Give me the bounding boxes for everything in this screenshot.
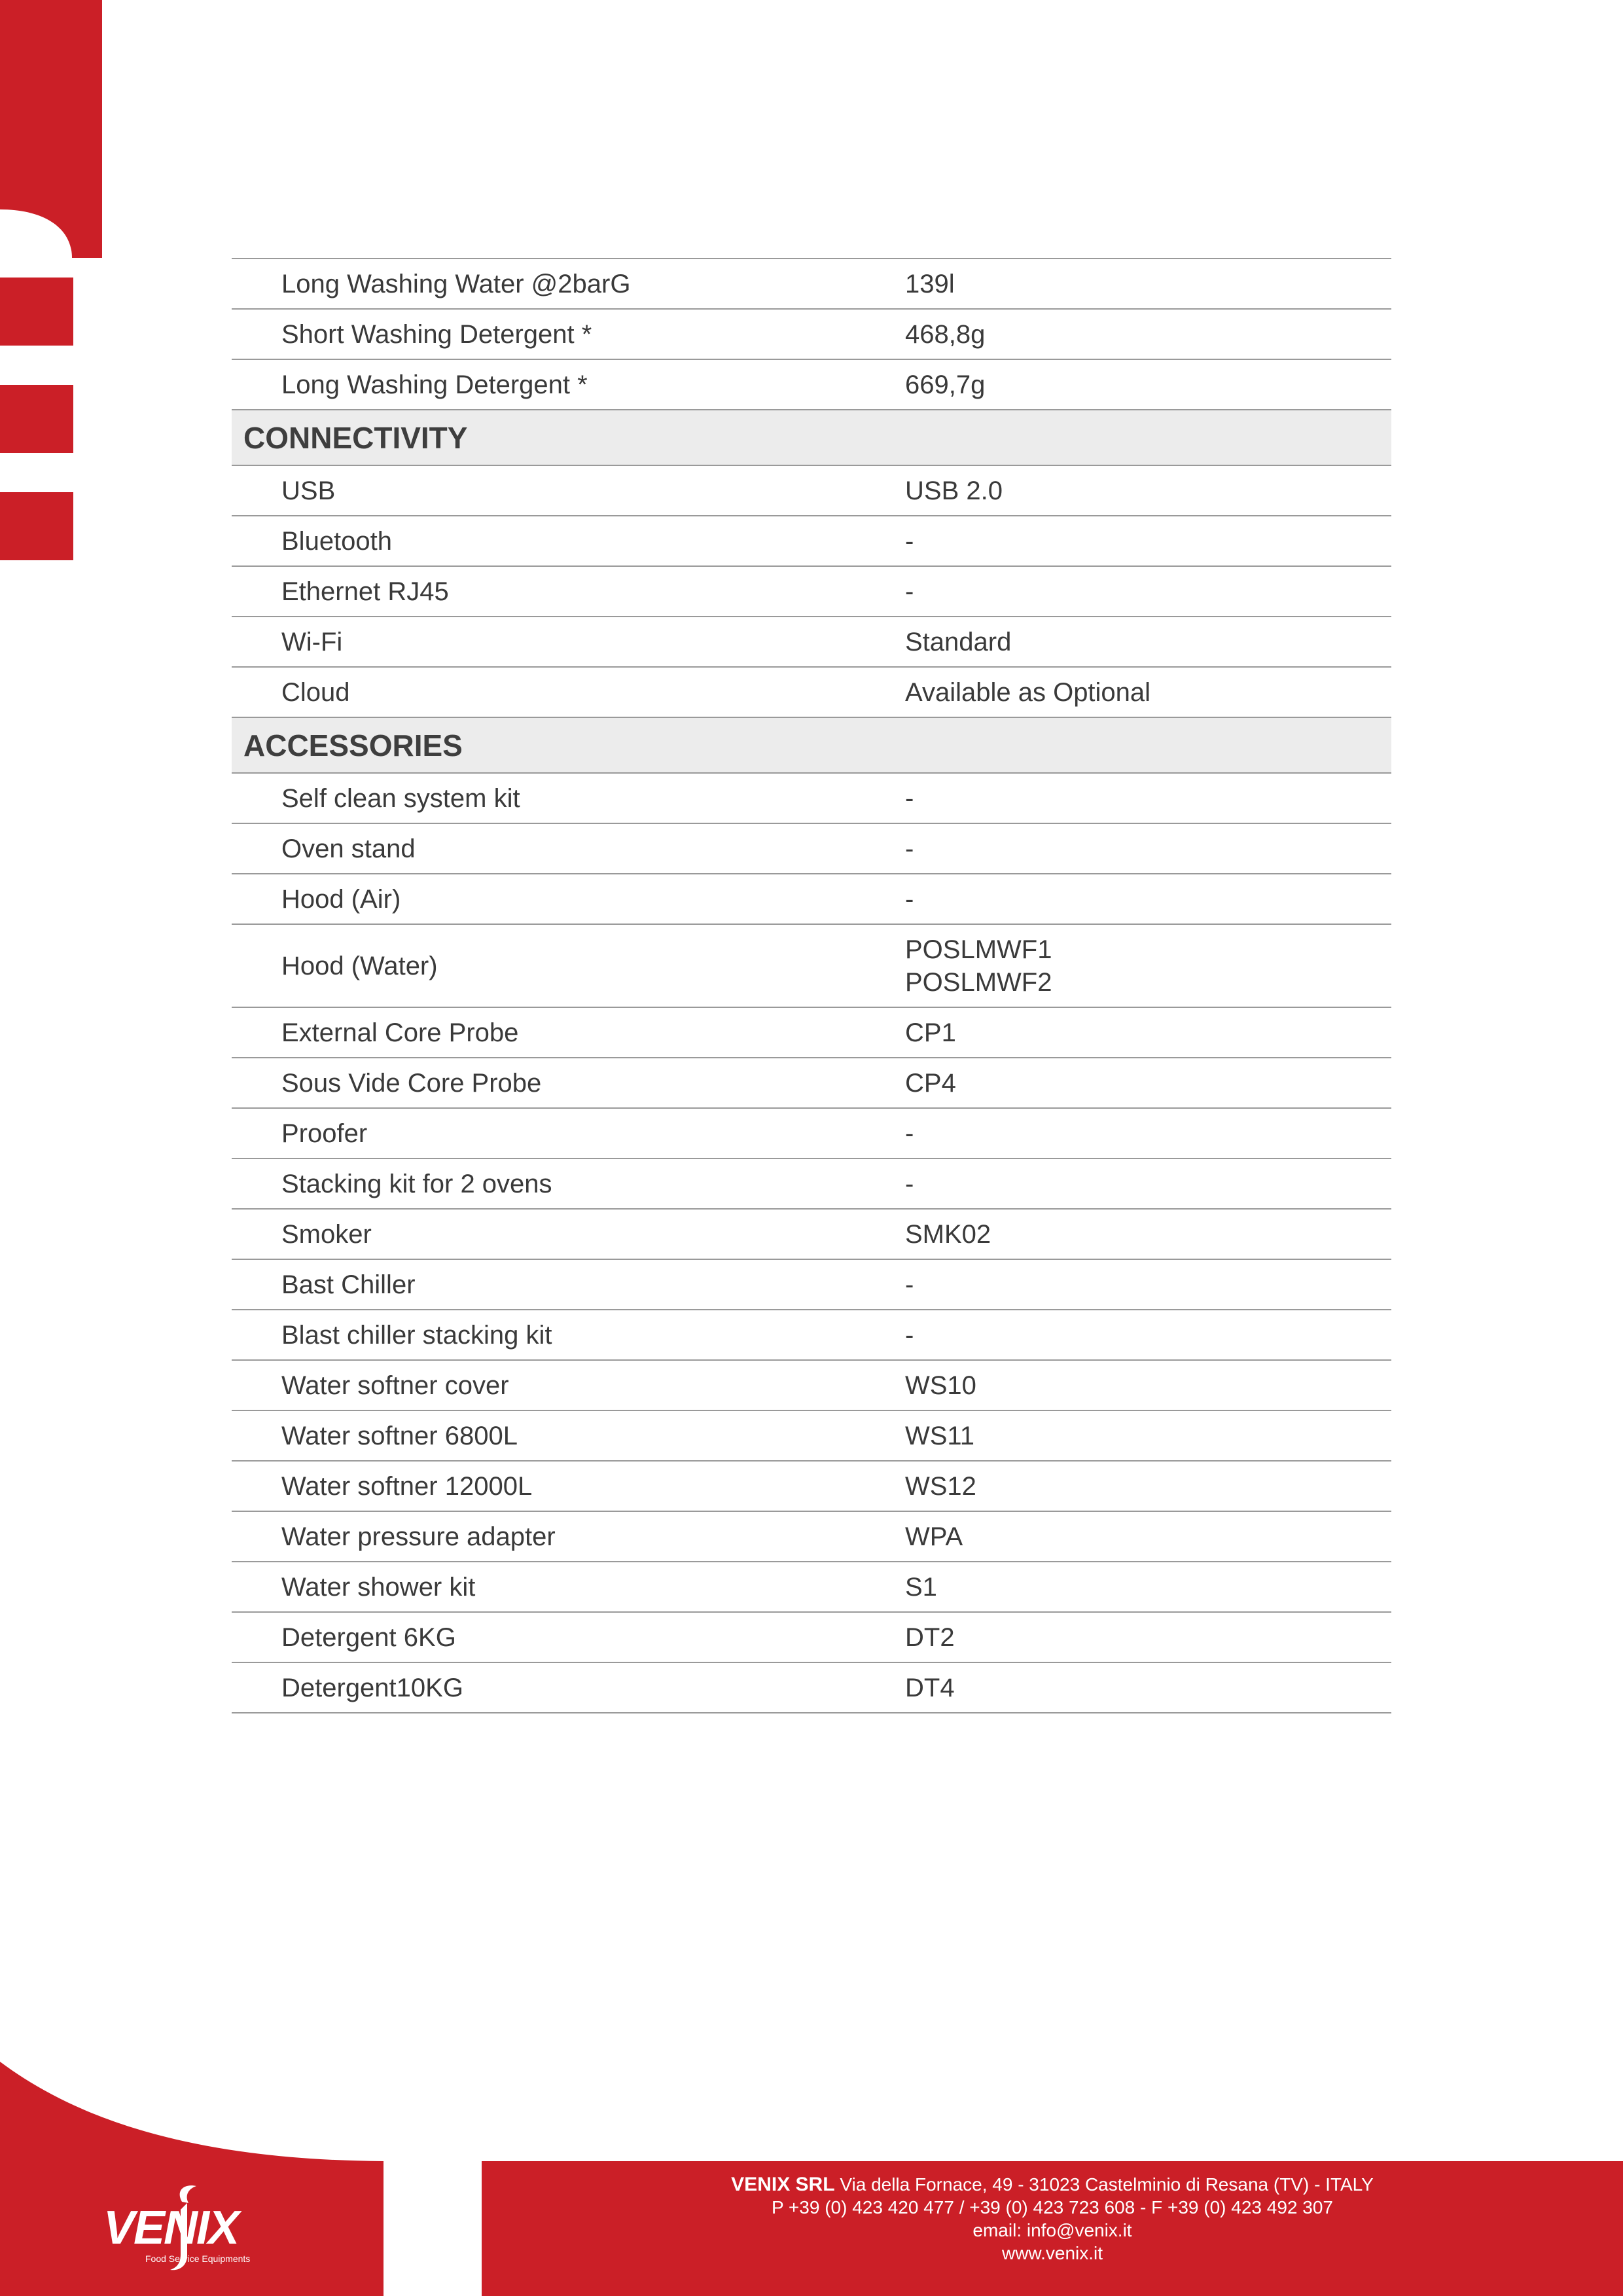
table-row [232, 1612, 1391, 1662]
spec-value: - [905, 516, 1391, 566]
section-title: CONNECTIVITY [232, 410, 1391, 465]
spec-label: Water softner 6800L [232, 1410, 905, 1461]
table-row [232, 1007, 1391, 1058]
table-row [232, 309, 1391, 359]
footer-website[interactable]: www.venix.it [1001, 2243, 1103, 2263]
table-row [232, 924, 1391, 1007]
spec-label: Detergent 6KG [232, 1612, 905, 1662]
spec-value: - [905, 823, 1391, 874]
table-row [232, 1108, 1391, 1158]
spec-value: WS11 [905, 1410, 1391, 1461]
footer-company: VENIX SRL [731, 2174, 835, 2195]
spec-label: Water shower kit [232, 1562, 905, 1612]
table-row [232, 1360, 1391, 1410]
table-row [232, 667, 1391, 717]
spec-value [905, 924, 1391, 1007]
spec-label: Short Washing Detergent * [232, 309, 905, 359]
spec-value-line: POSLMWF2 [905, 967, 1052, 997]
spec-value: Standard [905, 617, 1391, 667]
table-row [232, 1259, 1391, 1310]
table-row [232, 617, 1391, 667]
spec-label: Hood (Water) [232, 924, 905, 1007]
spec-value: - [905, 1259, 1391, 1310]
spec-label: Smoker [232, 1209, 905, 1259]
spec-label: Long Washing Detergent * [232, 359, 905, 410]
spec-value: WPA [905, 1511, 1391, 1562]
table-row [232, 1410, 1391, 1461]
spec-label: Water softner 12000L [232, 1461, 905, 1511]
spec-label: External Core Probe [232, 1007, 905, 1058]
spec-label: Water softner cover [232, 1360, 905, 1410]
spec-value: CP1 [905, 1007, 1391, 1058]
table-row [232, 259, 1391, 309]
table-row [232, 465, 1391, 516]
venix-logo [98, 2183, 281, 2275]
top-left-decoration [0, 0, 105, 563]
table-row [232, 823, 1391, 874]
spec-value-line: POSLMWF1 [905, 935, 1052, 964]
spec-value: 468,8g [905, 309, 1391, 359]
spec-label: Self clean system kit [232, 773, 905, 823]
table-row [232, 1158, 1391, 1209]
specifications-table [232, 258, 1391, 1713]
footer-contact [482, 2161, 1623, 2296]
spec-label: USB [232, 465, 905, 516]
table-row [232, 1511, 1391, 1562]
spec-label: Wi-Fi [232, 617, 905, 667]
section-title: ACCESSORIES [232, 717, 1391, 773]
spec-value: S1 [905, 1562, 1391, 1612]
spec-value: 139l [905, 259, 1391, 309]
logo-wordmark: VENIX [103, 2202, 239, 2254]
spec-value: CP4 [905, 1058, 1391, 1108]
spec-label: Blast chiller stacking kit [232, 1310, 905, 1360]
spec-label: Cloud [232, 667, 905, 717]
spec-value: DT2 [905, 1612, 1391, 1662]
spec-label: Ethernet RJ45 [232, 566, 905, 617]
spec-value: - [905, 773, 1391, 823]
spec-value: - [905, 1108, 1391, 1158]
spec-label: Hood (Air) [232, 874, 905, 924]
section-header-connectivity [232, 410, 1391, 465]
spec-value: WS10 [905, 1360, 1391, 1410]
table-row [232, 1461, 1391, 1511]
spec-value: - [905, 1158, 1391, 1209]
spec-value: SMK02 [905, 1209, 1391, 1259]
table-row [232, 516, 1391, 566]
table-row [232, 1058, 1391, 1108]
spec-label: Bluetooth [232, 516, 905, 566]
spec-value: 669,7g [905, 359, 1391, 410]
footer-phones: P +39 (0) 423 420 477 / +39 (0) 423 723 608 - F +39 (0) 423 492 307 [771, 2197, 1333, 2217]
spec-label: Bast Chiller [232, 1259, 905, 1310]
spec-label: Stacking kit for 2 ovens [232, 1158, 905, 1209]
spec-label: Oven stand [232, 823, 905, 874]
spec-value: WS12 [905, 1461, 1391, 1511]
spec-value: DT4 [905, 1662, 1391, 1713]
table-row [232, 773, 1391, 823]
spec-value: Available as Optional [905, 667, 1391, 717]
table-row [232, 1310, 1391, 1360]
table-row [232, 359, 1391, 410]
table-row [232, 1209, 1391, 1259]
spec-value: - [905, 1310, 1391, 1360]
footer-address: Via della Fornace, 49 - 31023 Castelminio di Resana (TV) - ITALY [840, 2174, 1374, 2195]
table-row [232, 1662, 1391, 1713]
spec-label: Detergent10KG [232, 1662, 905, 1713]
spec-label: Long Washing Water @2barG [232, 259, 905, 309]
spec-value: - [905, 874, 1391, 924]
footer-email[interactable]: email: info@venix.it [972, 2220, 1132, 2240]
table-row [232, 1562, 1391, 1612]
spec-value: - [905, 566, 1391, 617]
spec-label: Sous Vide Core Probe [232, 1058, 905, 1108]
logo-tagline: Food Service Equipments [145, 2253, 251, 2264]
spec-value: USB 2.0 [905, 465, 1391, 516]
table-row [232, 566, 1391, 617]
table-row [232, 874, 1391, 924]
footer-address-line [482, 2173, 1623, 2196]
spec-label: Proofer [232, 1108, 905, 1158]
section-header-accessories [232, 717, 1391, 773]
spec-label: Water pressure adapter [232, 1511, 905, 1562]
